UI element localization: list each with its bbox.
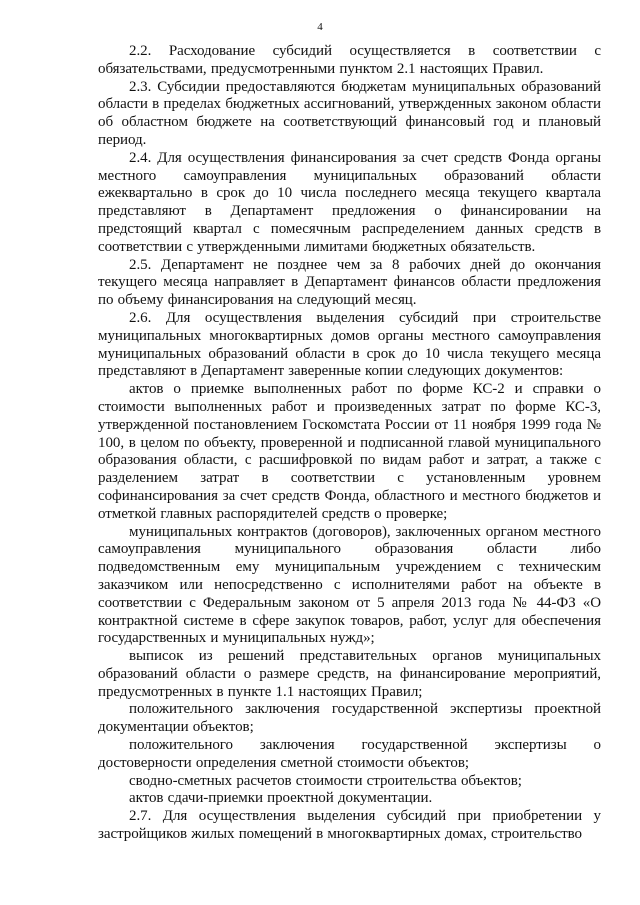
paragraph-2-4: 2.4. Для осуществления финансирования за счет средств Фонда органы местного самоуправления муниципальных образований области ежеквартально в срок до 10 числа последнего месяца текущего квартала представляют в Департамент предложения о финансировании на предстоящий квартал с помесячным распределением данных средств в соответствии с утвержденными лимитами бюджетных обязательств. <box>98 149 601 255</box>
page-number: 4 <box>317 21 323 33</box>
list-item-acts-ks2: актов о приемке выполненных работ по форме КС-2 и справки о стоимости выполненных работ и произведенных затрат по форме КС-3, утвержденной постановлением Госкомстата России от 11 ноября 1999 года № 100, в целом по объекту, проверенной и подписанной главой муниципального образования области, с расшифровкой по видам работ и затрат, а также с разделением затрат в соответствии с установленным уровнем софинансирования за счет средств Фонда, областного и местного бюджетов и отметкой главных распорядителей средств о проверке; <box>98 381 601 522</box>
paragraph-2-3: 2.3. Субсидии предоставляются бюджетам муниципальных образований области в пределах бюджетных ассигнований, утвержденных законом области об областном бюджете на соответствующий финансовый год и плановый период. <box>98 78 601 148</box>
list-item-project-expertise: положительного заключения государственной экспертизы проектной документации объектов; <box>98 701 601 736</box>
body-text <box>98 43 601 844</box>
paragraph-2-2: 2.2. Расходование субсидий осуществляется в соответствии с обязательствами, предусмотренными пунктом 2.1 настоящих Правил. <box>98 43 601 77</box>
list-item-council-decisions: выписок из решений представительных органов муниципальных образований области о размере средств, на финансирование мероприятий, предусмотренных в пункте 1.1 настоящих Правил; <box>98 648 601 700</box>
list-item-estimate-expertise: положительного заключения государственной экспертизы о достоверности определения сметной стоимости объектов; <box>98 737 601 771</box>
list-item-municipal-contracts: муниципальных контрактов (договоров), заключенных органом местного самоуправления муниципального образования области либо подведомственным ему муниципальным учреждением с техническим заказчиком или непосредственно с исполнителями работ на объекте в соответствии с Федеральным законом от 5 апреля 2013 года № 44-ФЗ «О контрактной системе в сфере закупок товаров, работ, услуг для обеспечения государственных и муниципальных нужд»; <box>98 523 601 647</box>
paragraph-2-5: 2.5. Департамент не позднее чем за 8 рабочих дней до окончания текущего месяца направляет в Департамент финансов области предложения по объему финансирования на следующий месяц. <box>98 256 601 309</box>
paragraph-2-6: 2.6. Для осуществления выделения субсидий при строительстве муниципальных многоквартирных домов органы местного самоуправления муниципальных образований области в срок до 10 числа текущего месяца представляют в Департамент заверенные копии следующих документов: <box>98 309 601 380</box>
paragraph-2-7: 2.7. Для осуществления выделения субсидий при приобретении у застройщиков жилых помещений в многоквартирных домах, строительство <box>98 808 601 843</box>
list-item-estimate-calculations: сводно-сметных расчетов стоимости строительства объектов; <box>129 772 522 789</box>
list-item-acceptance-acts: актов сдачи-приемки проектной документации. <box>129 790 433 807</box>
